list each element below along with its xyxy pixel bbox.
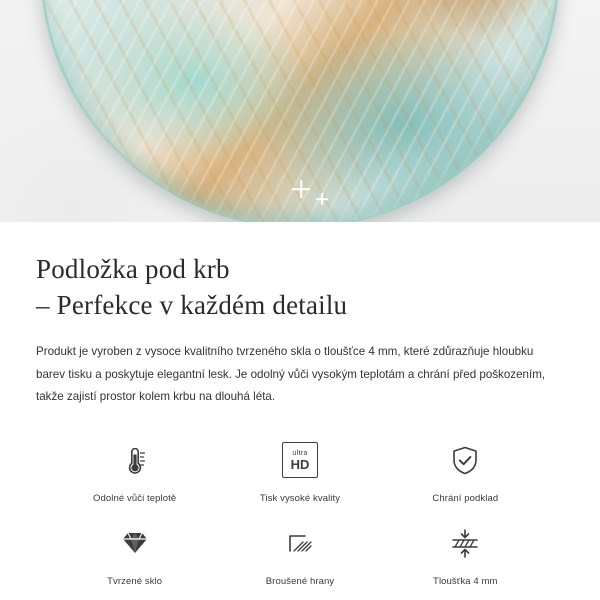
feature-list [36, 437, 564, 587]
polished-edges-icon [277, 520, 323, 566]
feature-item-temperature [52, 437, 217, 504]
content-section [0, 222, 600, 587]
feature-item-thickness [383, 520, 548, 587]
ultra-hd-icon [282, 437, 318, 483]
thickness-icon [442, 520, 488, 566]
ultra-hd-badge-top: ultra [292, 449, 308, 457]
diamond-icon [112, 520, 158, 566]
glass-board-product-photo [40, 0, 560, 222]
ultra-hd-badge-bottom: HD [290, 456, 310, 472]
shield-check-icon [443, 437, 487, 483]
feature-label: Tvrzené sklo [107, 576, 163, 588]
hero-image [0, 0, 600, 222]
feature-label: Chrání podklad [432, 493, 499, 505]
feature-label: Broušené hrany [265, 576, 335, 588]
feature-label: Odolné vůči teplotě [93, 493, 177, 505]
feature-item-polished-edges [217, 520, 382, 587]
page-title [36, 252, 564, 323]
page-title-line-1: Podložka pod krb [36, 254, 230, 284]
feature-item-tempered-glass [52, 520, 217, 587]
thermometer-icon [113, 437, 157, 483]
feature-label: Tisk vysoké kvality [259, 493, 341, 505]
feature-item-surface-protection [383, 437, 548, 504]
feature-label: Tloušťka 4 mm [433, 576, 498, 588]
feature-item-print-quality [217, 437, 382, 504]
page-title-line-2: – Perfekce v každém detailu [36, 289, 348, 320]
product-description-text: Produkt je vyroben z vysoce kvalitního tvrzeného skla o tloušťce 4 mm, které zdůrazňuje hloubku barev tisku a poskytuje elegantní lesk. Je odolný vůči vysokým teplotám a chrání před poškozením, takže zajistí prostor kolem krbu na dlouhá léta. [36, 345, 546, 404]
